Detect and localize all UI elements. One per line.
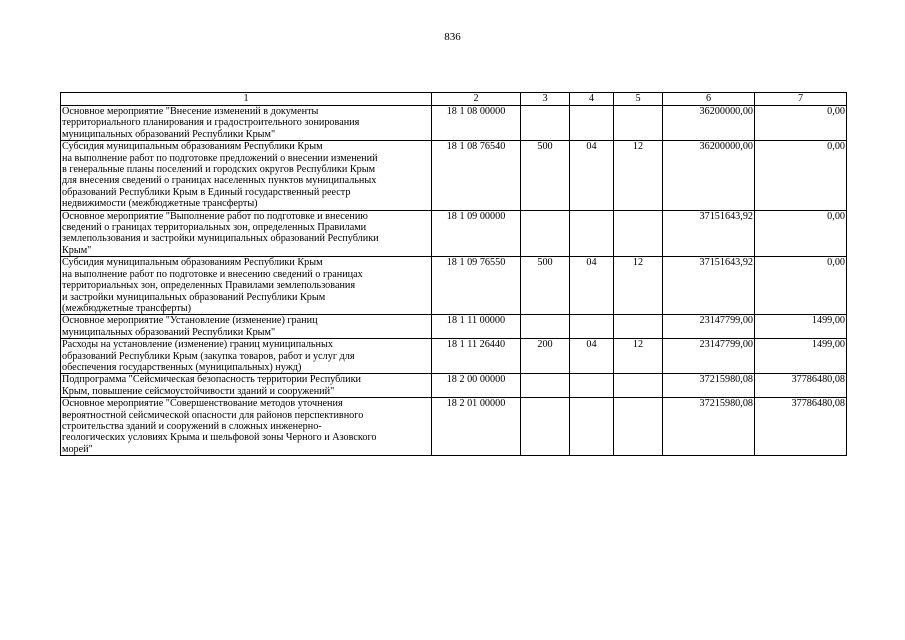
description-line: Расходы на установление (изменение) границ муниципальных — [62, 339, 333, 351]
row-amount-2020: 37786480,08 — [755, 374, 847, 398]
description-line: Субсидия муниципальным образованиям Республики Крым — [62, 141, 323, 153]
column-header-6: 6 — [663, 93, 755, 106]
description-line: землепользования и застройки муниципальных образований Республики — [62, 233, 379, 245]
description-line: территориального планирования и градостроительного зонирования — [62, 117, 360, 129]
description-line: (межбюджетные трансферты) — [62, 302, 192, 314]
description-line: территориальных зон, определенных Правилами землепользования — [62, 280, 356, 292]
description-line: Основное мероприятие "Выполнение работ по подготовке и внесению — [62, 210, 368, 222]
description-line: на выполнение работ по подготовке предложений о внесении изменений — [62, 152, 378, 164]
row-column-3: 500 — [521, 257, 570, 315]
row-column-3 — [521, 210, 570, 257]
row-code: 18 1 09 76550 — [432, 257, 521, 315]
row-description — [61, 210, 432, 257]
description-line: геологических условиях Крыма и шельфовой зоны Черного и Азовского — [62, 432, 377, 444]
description-line: обеспечения государственных (муниципальных) нужд) — [62, 361, 302, 373]
row-amount-2020: 0,00 — [755, 106, 847, 141]
row-amount-2019: 36200000,00 — [663, 141, 755, 210]
row-column-5 — [614, 106, 663, 141]
row-column-4: 04 — [570, 339, 614, 374]
column-header-3: 3 — [521, 93, 570, 106]
row-column-4 — [570, 374, 614, 398]
description-line: в генеральные планы поселений и городских округов Республики Крым — [62, 164, 376, 176]
table-body — [61, 106, 847, 456]
row-code: 18 1 08 00000 — [432, 106, 521, 141]
row-column-4 — [570, 106, 614, 141]
description-line: муниципальных образований Республики Крым" — [62, 326, 276, 338]
table-row — [61, 315, 847, 339]
row-column-5: 12 — [614, 257, 663, 315]
description-line: Крым" — [62, 244, 92, 256]
row-amount-2019: 37151643,92 — [663, 210, 755, 257]
row-column-5 — [614, 315, 663, 339]
table-row — [61, 339, 847, 374]
column-header-7: 7 — [755, 93, 847, 106]
row-amount-2019: 23147799,00 — [663, 315, 755, 339]
row-column-3 — [521, 398, 570, 456]
description-line: строительства зданий и сооружений в сложных инженерно- — [62, 420, 322, 432]
description-line: Основное мероприятие "Установление (изменение) границ — [62, 315, 318, 327]
row-description — [61, 339, 432, 374]
row-amount-2019: 23147799,00 — [663, 339, 755, 374]
row-code: 18 1 09 00000 — [432, 210, 521, 257]
row-code: 18 2 01 00000 — [432, 398, 521, 456]
row-column-5 — [614, 374, 663, 398]
description-line: морей" — [62, 443, 93, 455]
table-row — [61, 210, 847, 257]
row-amount-2019: 36200000,00 — [663, 106, 755, 141]
row-description — [61, 398, 432, 456]
description-line: недвижимости (межбюджетные трансферты) — [62, 198, 258, 210]
row-description — [61, 315, 432, 339]
row-amount-2020: 37786480,08 — [755, 398, 847, 456]
description-line: Субсидия муниципальным образованиям Республики Крым — [62, 257, 323, 269]
description-line: Основное мероприятие "Совершенствование методов уточнения — [62, 398, 343, 410]
table-row — [61, 257, 847, 315]
row-amount-2020: 0,00 — [755, 210, 847, 257]
column-header-1: 1 — [61, 93, 432, 106]
row-amount-2020: 0,00 — [755, 257, 847, 315]
column-header-2: 2 — [432, 93, 521, 106]
table-row — [61, 374, 847, 398]
column-header-5: 5 — [614, 93, 663, 106]
row-column-3 — [521, 315, 570, 339]
row-code: 18 2 00 00000 — [432, 374, 521, 398]
column-header-4: 4 — [570, 93, 614, 106]
row-column-5: 12 — [614, 339, 663, 374]
row-column-4 — [570, 315, 614, 339]
row-column-5 — [614, 210, 663, 257]
row-amount-2019: 37215980,08 — [663, 398, 755, 456]
description-line: Основное мероприятие "Внесение изменений в документы — [62, 106, 319, 117]
page-number: 836 — [444, 31, 461, 43]
description-line: образований Республики Крым в Единый государственный реестр — [62, 186, 351, 198]
row-code: 18 1 11 00000 — [432, 315, 521, 339]
description-line: для внесения сведений о границах населенных пунктов муниципальных — [62, 175, 377, 187]
row-code: 18 1 11 26440 — [432, 339, 521, 374]
row-column-3 — [521, 374, 570, 398]
row-amount-2020: 1499,00 — [755, 315, 847, 339]
row-amount-2020: 0,00 — [755, 141, 847, 210]
budget-table — [60, 92, 847, 456]
row-column-4: 04 — [570, 141, 614, 210]
row-amount-2019: 37215980,08 — [663, 374, 755, 398]
row-column-5: 12 — [614, 141, 663, 210]
description-line: на выполнение работ по подготовке и внесению сведений о границах — [62, 268, 363, 280]
row-column-3: 200 — [521, 339, 570, 374]
row-column-3 — [521, 106, 570, 141]
row-amount-2019: 37151643,92 — [663, 257, 755, 315]
table-row — [61, 141, 847, 210]
description-line: Крым, повышение сейсмоустойчивости зданий и сооружений" — [62, 385, 335, 397]
description-line: муниципальных образований Республики Крым" — [62, 128, 276, 140]
description-line: Подпрограмма "Сейсмическая безопасность территории Республики — [62, 374, 361, 386]
description-line: и застройки муниципальных образований Республики Крым — [62, 291, 326, 303]
row-column-3: 500 — [521, 141, 570, 210]
row-amount-2020: 1499,00 — [755, 339, 847, 374]
row-description — [61, 257, 432, 315]
row-column-4 — [570, 210, 614, 257]
row-code: 18 1 08 76540 — [432, 141, 521, 210]
description-line: сведений о границах территориальных зон, определенных Правилами — [62, 222, 367, 234]
row-column-5 — [614, 398, 663, 456]
table-row — [61, 106, 847, 141]
row-column-4 — [570, 398, 614, 456]
table-row — [61, 398, 847, 456]
row-description — [61, 106, 432, 141]
row-description — [61, 141, 432, 210]
description-line: вероятностной сейсмической опасности для районов перспективного — [62, 409, 364, 421]
description-line: образований Республики Крым (закупка товаров, работ и услуг для — [62, 350, 355, 362]
row-column-4: 04 — [570, 257, 614, 315]
header-row — [61, 93, 847, 106]
row-description — [61, 374, 432, 398]
